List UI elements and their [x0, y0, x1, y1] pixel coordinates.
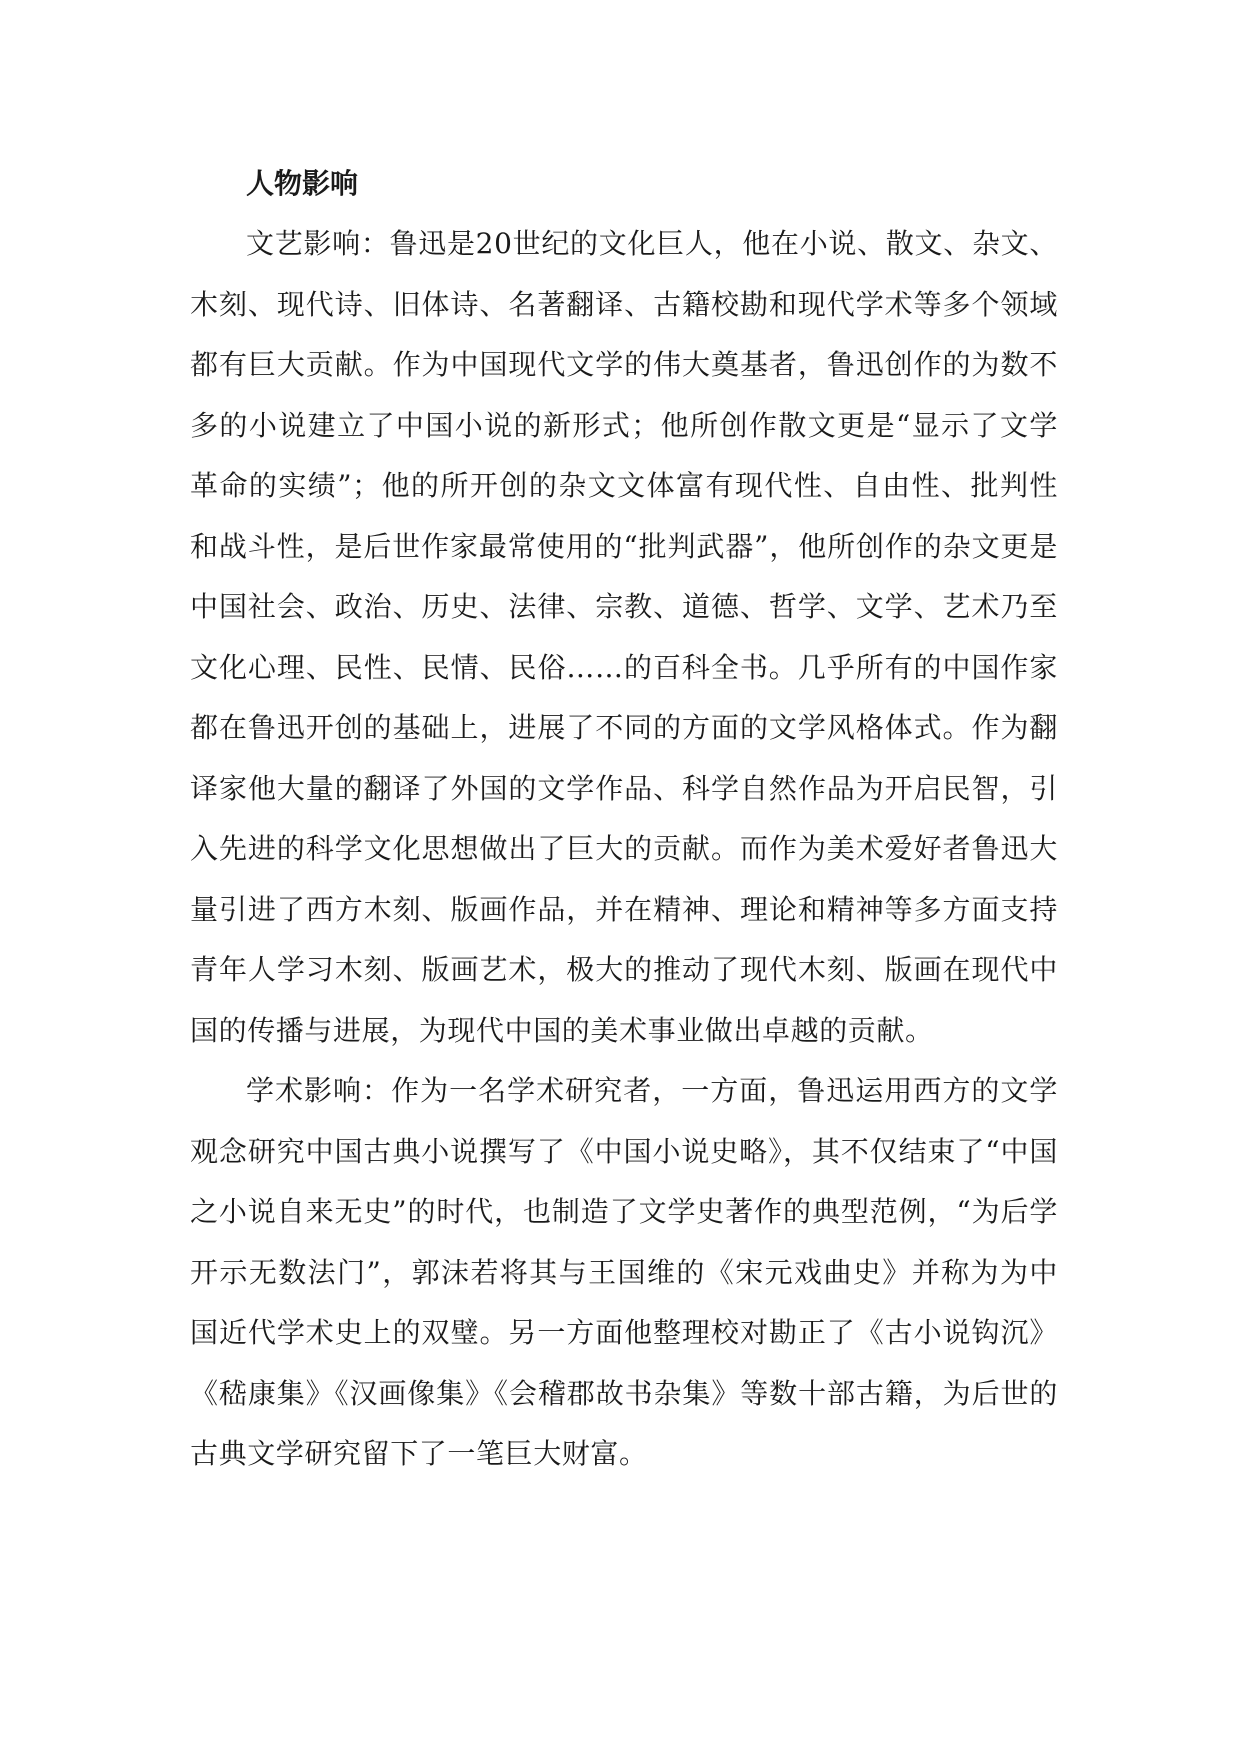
paragraph-academic-influence: 学术影响：作为一名学术研究者，一方面，鲁迅运用西方的文学观念研究中国古典小说撰写了《中国小说史略》，其不仅结束了“中国之小说自来无史”的时代，也制造了文学史著作的典型范例，“为后学开示无数法门”，郭沫若将其与王国维的《宋元戏曲史》并称为为中国近代学术史上的双璧。另一方面他整理校对勘正了《古小说钩沉》《嵇康集》《汉画像集》《会稽郡故书杂集》等数十部古籍，为后世的古典文学研究留下了一笔巨大财富。	[190, 1074, 1058, 1470]
section-heading: 人物影响	[246, 167, 359, 200]
paragraph-literary-influence: 文艺影响：鲁迅是20世纪的文化巨人，他在小说、散文、杂文、木刻、现代诗、旧体诗、名著翻译、古籍校勘和现代学术等多个领域都有巨大贡献。作为中国现代文学的伟大奠基者，鲁迅创作的为数不多的小说建立了中国小说的新形式；他所创作散文更是“显示了文学革命的实绩”；他的所开创的杂文文体富有现代性、自由性、批判性和战斗性，是后世作家最常使用的“批判武器”，他所创作的杂文更是中国社会、政治、历史、法律、宗教、道德、哲学、文学、艺术乃至文化心理、民性、民情、民俗……的百科全书。几乎所有的中国作家都在鲁迅开创的基础上，进展了不同的方面的文学风格体式。作为翻译家他大量的翻译了外国的文学作品、科学自然作品为开启民智，引入先进的科学文化思想做出了巨大的贡献。而作为美术爱好者鲁迅大量引进了西方木刻、版画作品，并在精神、理论和精神等多方面支持青年人学习木刻、版画艺术，极大的推动了现代木刻、版画在现代中国的传播与进展，为现代中国的美术事业做出卓越的贡献。	[190, 227, 1058, 1047]
document-body	[190, 154, 1058, 1485]
